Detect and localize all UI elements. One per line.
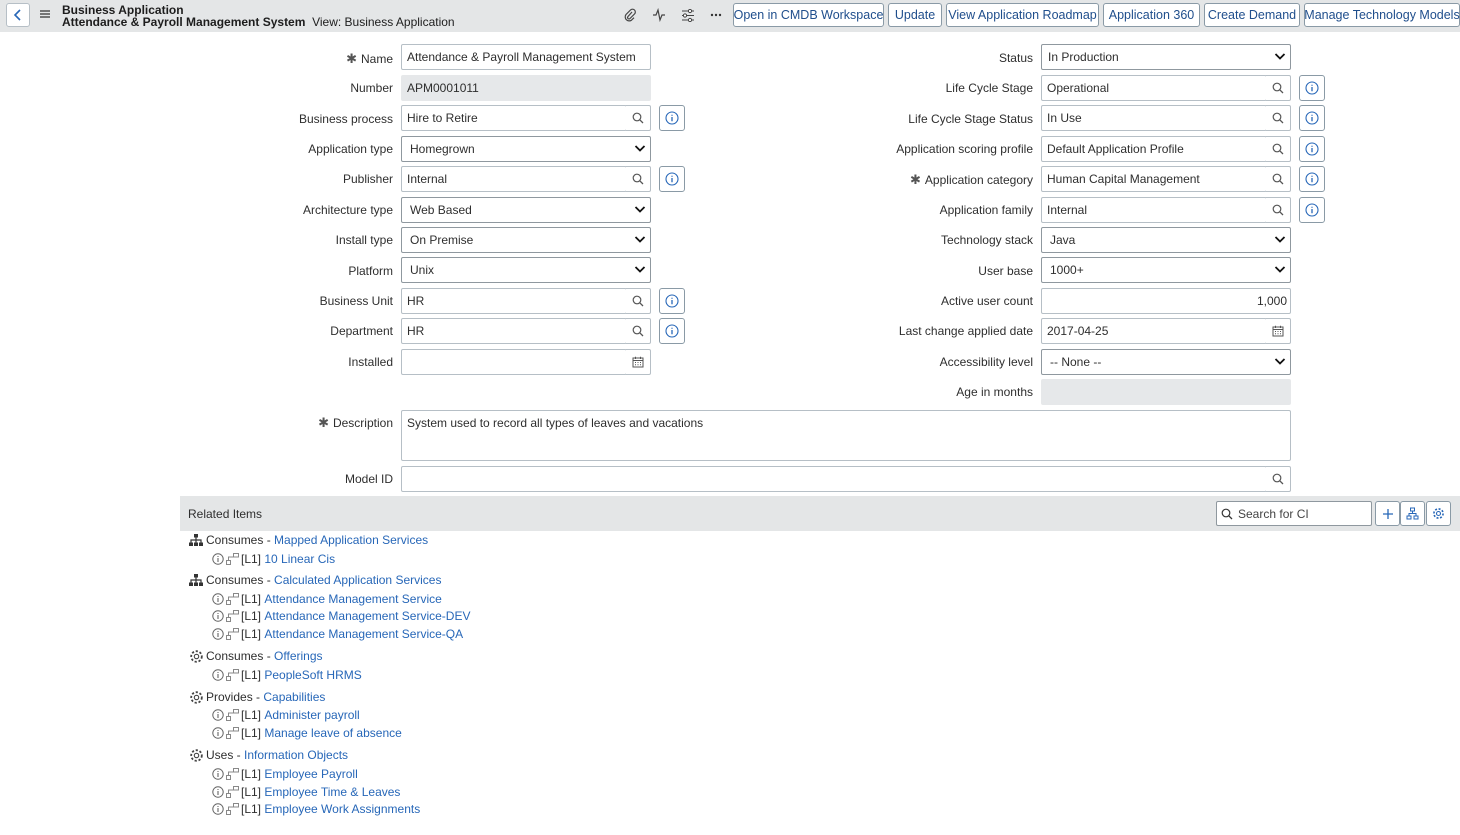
info-icon <box>665 172 679 186</box>
model-id-input[interactable] <box>401 466 1267 492</box>
chevron-down-icon <box>1274 263 1286 275</box>
separator: - <box>263 533 275 547</box>
chevron-down-icon <box>1274 50 1286 62</box>
info-icon[interactable] <box>211 628 224 641</box>
search-icon <box>1272 204 1284 216</box>
info-icon <box>1305 111 1319 125</box>
chevron-down-icon <box>634 233 646 245</box>
search-icon <box>1221 508 1233 520</box>
business-unit-label: Business Unit <box>319 294 393 308</box>
business-process-info-button[interactable] <box>659 105 685 131</box>
application-family-label: Application family <box>939 203 1033 217</box>
installed-label: Installed <box>348 355 393 369</box>
search-icon <box>1272 112 1284 124</box>
user-base-select[interactable]: 1000+ <box>1041 257 1291 283</box>
personalize-form-icon[interactable] <box>678 6 698 24</box>
hierarchy-icon <box>187 572 205 588</box>
info-icon[interactable] <box>211 709 224 722</box>
level-label: [L1] <box>241 627 262 641</box>
record-subtitle <box>62 15 455 29</box>
create-demand-button[interactable]: Create Demand <box>1204 3 1300 27</box>
publisher-label: Publisher <box>342 172 393 186</box>
plus-icon <box>1382 508 1394 520</box>
info-icon[interactable] <box>211 786 224 799</box>
technology-stack-select[interactable]: Java <box>1041 227 1291 253</box>
name-label: ✱ Name <box>346 51 393 66</box>
application-scoring-profile-label: Application scoring profile <box>896 142 1033 156</box>
level-label: [L1] <box>241 802 262 816</box>
map-icon[interactable] <box>225 709 239 722</box>
record-type-title: Business Application <box>62 3 184 17</box>
relation-type: Uses <box>206 748 234 762</box>
info-icon[interactable] <box>211 593 224 606</box>
relation-group <box>187 747 348 763</box>
accessibility-level-label: Accessibility level <box>939 355 1033 369</box>
more-options-icon[interactable] <box>706 6 726 24</box>
application-family-input[interactable]: Internal <box>1041 197 1267 223</box>
relation-group <box>187 572 441 588</box>
application-scoring-profile-input[interactable]: Default Application Profile <box>1041 136 1267 162</box>
record-name: Attendance & Payroll Management System <box>62 15 306 29</box>
relation-type: Consumes <box>206 649 264 663</box>
level-label: [L1] <box>241 785 262 799</box>
mandatory-asterisk-icon: ✱ <box>346 51 357 66</box>
related-items-title: Related Items <box>188 507 263 521</box>
search-icon <box>1272 173 1284 185</box>
update-button[interactable]: Update <box>888 3 942 27</box>
mandatory-asterisk-icon: ✱ <box>910 172 921 187</box>
info-icon <box>665 111 679 125</box>
gear-icon <box>1432 507 1445 520</box>
separator: - <box>263 573 275 587</box>
business-unit-info-button[interactable] <box>659 288 685 314</box>
life-cycle-stage-info-button[interactable] <box>1299 75 1325 101</box>
map-icon[interactable] <box>225 803 239 816</box>
search-icon <box>1272 473 1284 485</box>
search-for-ci-placeholder: Search for CI <box>1238 506 1309 521</box>
info-icon <box>1305 172 1319 186</box>
active-user-count-input[interactable]: 1,000 <box>1041 288 1291 314</box>
class-link[interactable]: Offerings <box>274 649 323 663</box>
install-type-label: Install type <box>335 233 393 247</box>
map-icon[interactable] <box>225 628 239 641</box>
installed-calendar-button[interactable] <box>626 349 651 375</box>
manage-technology-models-button[interactable]: Manage Technology Models <box>1304 3 1460 27</box>
search-for-ci-input[interactable] <box>1216 501 1372 526</box>
dependency-view-button[interactable] <box>1400 501 1425 526</box>
chevron-left-icon <box>13 9 23 21</box>
search-icon <box>1272 82 1284 94</box>
publisher-info-button[interactable] <box>659 166 685 192</box>
life-cycle-stage-label: Life Cycle Stage <box>945 81 1033 95</box>
info-icon <box>1305 81 1319 95</box>
age-in-months-field <box>1041 379 1291 405</box>
application-category-lookup-button[interactable] <box>1266 166 1291 192</box>
calendar-icon <box>632 356 644 368</box>
ci-link[interactable]: Administer payroll <box>264 708 360 722</box>
hamburger-menu-icon[interactable] <box>40 9 50 19</box>
related-item <box>211 785 400 799</box>
view-name: View: Business Application <box>312 15 455 29</box>
level-label: [L1] <box>241 592 262 606</box>
chevron-down-icon <box>1274 233 1286 245</box>
attachment-icon[interactable] <box>620 6 640 24</box>
info-icon[interactable] <box>211 768 224 781</box>
department-input[interactable]: HR <box>401 318 627 344</box>
age-in-months-label: Age in months <box>956 385 1033 399</box>
business-process-input[interactable]: Hire to Retire <box>401 105 627 131</box>
number-field: APM0001011 <box>401 75 651 101</box>
level-label: [L1] <box>241 552 262 566</box>
relation-group <box>187 532 428 548</box>
last-change-applied-date-label: Last change applied date <box>898 324 1033 338</box>
ci-link[interactable]: Attendance Management Service-DEV <box>264 609 471 623</box>
search-icon <box>632 173 644 185</box>
map-icon[interactable] <box>225 768 239 781</box>
relation-type: Consumes <box>206 533 264 547</box>
application-scoring-profile-lookup-button[interactable] <box>1266 136 1291 162</box>
ci-link[interactable]: Manage leave of absence <box>264 726 402 740</box>
level-label: [L1] <box>241 609 262 623</box>
name-input[interactable]: Attendance & Payroll Management System <box>401 44 651 70</box>
mandatory-asterisk-icon: ✱ <box>318 415 329 430</box>
add-relationship-button[interactable] <box>1375 501 1400 526</box>
application-scoring-profile-info-button[interactable] <box>1299 136 1325 162</box>
ci-link[interactable]: Employee Time & Leaves <box>264 785 401 799</box>
business-unit-input[interactable]: HR <box>401 288 627 314</box>
model-id-label: Model ID <box>344 472 393 486</box>
relation-type: Provides <box>206 690 253 704</box>
view-application-roadmap-button[interactable]: View Application Roadmap <box>946 3 1099 27</box>
related-item <box>211 802 420 816</box>
level-label: [L1] <box>241 668 262 682</box>
related-settings-button[interactable] <box>1426 501 1451 526</box>
related-item <box>211 592 442 606</box>
life-cycle-stage-status-info-button[interactable] <box>1299 105 1325 131</box>
description-label: ✱ Description <box>318 415 393 430</box>
hierarchy-icon <box>1406 507 1419 520</box>
activity-stream-icon[interactable] <box>649 6 669 24</box>
last-change-applied-date-input[interactable]: 2017-04-25 <box>1041 318 1267 344</box>
map-icon[interactable] <box>225 669 239 682</box>
search-icon <box>1272 143 1284 155</box>
architecture-type-label: Architecture type <box>302 203 393 217</box>
search-icon <box>632 112 644 124</box>
info-icon <box>665 324 679 338</box>
installed-date-input[interactable] <box>401 349 627 375</box>
install-type-select[interactable]: On Premise <box>401 227 651 253</box>
separator: - <box>263 649 275 663</box>
info-icon <box>1305 203 1319 217</box>
ci-link[interactable]: 10 Linear Cis <box>264 552 336 566</box>
info-icon <box>1305 142 1319 156</box>
gear-icon <box>187 689 205 705</box>
application-category-info-button[interactable] <box>1299 166 1325 192</box>
ci-link[interactable]: PeopleSoft HRMS <box>264 668 362 682</box>
map-icon[interactable] <box>225 553 239 566</box>
technology-stack-label: Technology stack <box>940 233 1033 247</box>
application-360-button[interactable]: Application 360 <box>1103 3 1200 27</box>
map-icon[interactable] <box>225 610 239 623</box>
application-category-label: ✱ Application category <box>910 172 1033 187</box>
department-lookup-button[interactable] <box>626 318 651 344</box>
life-cycle-stage-lookup-button[interactable] <box>1266 75 1291 101</box>
publisher-lookup-button[interactable] <box>626 166 651 192</box>
description-textarea[interactable]: System used to record all types of leaves and vacations <box>401 410 1291 461</box>
ci-link[interactable]: Attendance Management Service <box>264 592 442 606</box>
application-type-select[interactable]: Homegrown <box>401 136 651 162</box>
department-label: Department <box>330 324 393 338</box>
separator: - <box>233 748 245 762</box>
platform-label: Platform <box>348 264 393 278</box>
application-family-info-button[interactable] <box>1299 197 1325 223</box>
level-label: [L1] <box>241 708 262 722</box>
gear-icon <box>187 747 205 763</box>
map-icon[interactable] <box>225 593 239 606</box>
map-icon[interactable] <box>225 786 239 799</box>
related-item <box>211 552 335 566</box>
chevron-down-icon <box>1274 355 1286 367</box>
related-item <box>211 627 463 641</box>
last-change-calendar-button[interactable] <box>1266 318 1291 344</box>
class-link[interactable]: Information Objects <box>244 748 349 762</box>
ci-link[interactable]: Attendance Management Service-QA <box>264 627 464 641</box>
chevron-down-icon <box>634 263 646 275</box>
related-item <box>211 708 360 722</box>
map-icon[interactable] <box>225 727 239 740</box>
relation-type: Consumes <box>206 573 264 587</box>
chevron-down-icon <box>634 142 646 154</box>
active-user-count-label: Active user count <box>940 294 1033 308</box>
business-process-label: Business process <box>298 112 393 126</box>
info-icon[interactable] <box>211 610 224 623</box>
status-label: Status <box>998 51 1033 65</box>
application-category-input[interactable]: Human Capital Management <box>1041 166 1267 192</box>
platform-select[interactable]: Unix <box>401 257 651 283</box>
life-cycle-stage-status-input[interactable]: In Use <box>1041 105 1267 131</box>
info-icon <box>665 294 679 308</box>
back-button[interactable] <box>6 3 30 27</box>
class-link[interactable]: Capabilities <box>263 690 326 704</box>
level-label: [L1] <box>241 767 262 781</box>
gear-icon <box>187 648 205 664</box>
search-icon <box>632 325 644 337</box>
number-label: Number <box>350 81 393 95</box>
life-cycle-stage-input[interactable]: Operational <box>1041 75 1267 101</box>
life-cycle-stage-status-label: Life Cycle Stage Status <box>908 112 1033 126</box>
accessibility-level-select[interactable]: -- None -- <box>1041 349 1291 375</box>
class-link[interactable]: Mapped Application Services <box>274 533 429 547</box>
info-icon[interactable] <box>211 727 224 740</box>
application-type-label: Application type <box>308 142 393 156</box>
relation-group <box>187 689 325 705</box>
model-id-lookup-button[interactable] <box>1266 466 1291 492</box>
ci-link[interactable]: Employee Work Assignments <box>264 802 421 816</box>
related-item <box>211 609 470 623</box>
related-item <box>211 767 358 781</box>
department-info-button[interactable] <box>659 318 685 344</box>
separator: - <box>252 690 264 704</box>
related-items-bar <box>180 496 1460 531</box>
life-cycle-stage-status-lookup-button[interactable] <box>1266 105 1291 131</box>
hierarchy-icon <box>187 532 205 548</box>
relation-group <box>187 648 323 664</box>
business-process-lookup-button[interactable] <box>626 105 651 131</box>
class-link[interactable]: Calculated Application Services <box>274 573 442 587</box>
search-icon <box>632 295 644 307</box>
related-item <box>211 726 402 740</box>
related-item <box>211 668 362 682</box>
business-unit-lookup-button[interactable] <box>626 288 651 314</box>
info-icon[interactable] <box>211 553 224 566</box>
info-icon[interactable] <box>211 669 224 682</box>
application-family-lookup-button[interactable] <box>1266 197 1291 223</box>
calendar-icon <box>1272 325 1284 337</box>
open-in-cmdb-workspace-button[interactable]: Open in CMDB Workspace <box>733 3 884 27</box>
level-label: [L1] <box>241 726 262 740</box>
status-select[interactable]: In Production <box>1041 44 1291 70</box>
chevron-down-icon <box>634 203 646 215</box>
form-header <box>0 0 1460 32</box>
ci-link[interactable]: Employee Payroll <box>264 767 358 781</box>
publisher-input[interactable]: Internal <box>401 166 627 192</box>
user-base-label: User base <box>978 264 1033 278</box>
architecture-type-select[interactable]: Web Based <box>401 197 651 223</box>
info-icon[interactable] <box>211 803 224 816</box>
